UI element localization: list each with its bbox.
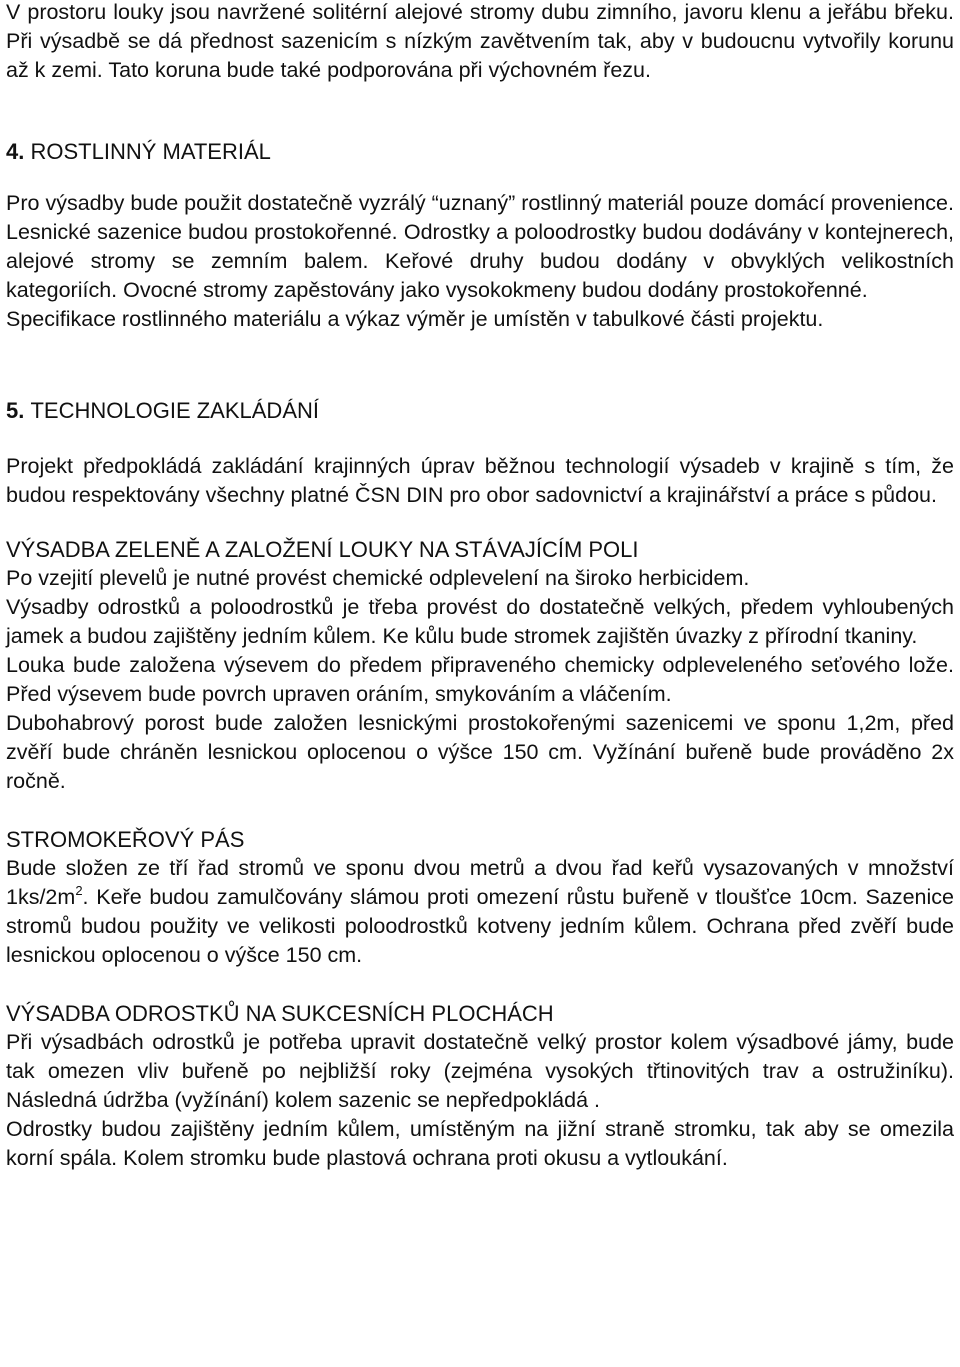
- stromokerovy-pas-paragraph: [6, 854, 954, 970]
- section-4-paragraph-a: Pro výsadby bude použit dostatečně vyzrálý “uznaný” rostlinný materiál pouze domácí provenience. Lesnické sazenice budou prostokořenné. Odrostky a poloodrostky budou dodávány v kontejnerech, alejové stromy se zemním balem. Keřové druhy budou dodány v obvyklých velikostních kategoriích. Ovocné stromy zapěstovány jako vysokokmeny budou dodány prostokořenné.: [6, 191, 954, 302]
- vysadba-zelene-paragraph-1: Po vzejití plevelů je nutné provést chemické odplevelení na široko herbicidem.: [6, 566, 750, 590]
- section-4-title: ROSTLINNÝ MATERIÁL: [30, 139, 271, 164]
- section-4-heading: [6, 137, 954, 166]
- section-5-title: TECHNOLOGIE ZAKLÁDÁNÍ: [30, 398, 319, 423]
- stromokerovy-pas-text-2: . Keře budou zamulčovány slámou proti omezení růstu buřeně v tloušťce 10cm. Sazenice stromů budou použity ve velikosti poloodrostků kotveny jedním kůlem. Ochrana před zvěří bude lesnickou oplocenou o výšce 150 cm.: [6, 885, 954, 967]
- intro-paragraph: V prostoru louky jsou navržené solitérní alejové stromy dubu zimního, javoru klenu a jeřábu břeku. Při výsadbě se dá přednost sazenicím s nízkým zavětvením tak, aby v budoucnu vytvořily korunu až k zemi. Tato koruna bude také podporována při výchovném řezu.: [6, 0, 954, 82]
- vysadba-zelene-paragraph-3: Louka bude založena výsevem do předem připraveného chemicky odpleveleného seťového lože. Před výsevem bude povrch upraven oráním, smykováním a vláčením.: [6, 653, 954, 706]
- section-5-number: 5.: [6, 398, 25, 423]
- vysadba-zelene-paragraph-4: Dubohabrový porost bude založen lesnickými prostokořenými sazenicemi ve sponu 1,2m, před zvěří bude chráněn lesnickou oplocenou o výšce 150 cm. Vyžínání buřeně bude prováděno 2x ročně.: [6, 711, 954, 793]
- vysadba-zelene-paragraph-2: Výsadby odrostků a poloodrostků je třeba provést do dostatečně velkých, předem vyhloubených jamek a budou zajištěny jedním kůlem. Ke kůlu bude stromek zajištěn úvazky z přírodní tkaniny.: [6, 595, 954, 648]
- section-4-paragraph-b: Specifikace rostlinného materiálu a výkaz výměr je umístěn v tabulkové části projektu.: [6, 307, 824, 331]
- superscript-exponent: 2: [75, 883, 83, 898]
- stromokerovy-pas-heading: STROMOKEŘOVÝ PÁS: [6, 827, 245, 852]
- section-5-paragraph: Projekt předpokládá zakládání krajinných úprav běžnou technologií výsadeb v krajině s tím, že budou respektovány všechny platné ČSN DIN pro obor sadovnictví a krajinářství a práce s půdou.: [6, 454, 954, 507]
- vysadba-odrostku-paragraph-1: Při výsadbách odrostků je potřeba upravit dostatečně velký prostor kolem výsadbové jámy, bude tak omezen vliv buřeně po nejbližší roky (zejména vysokých třtinovitých trav a ostružiníku). Následná údržba (vyžínání) kolem sazenic se nepředpokládá .: [6, 1030, 954, 1112]
- section-4-number: 4.: [6, 139, 25, 164]
- stromokerovy-pas-text-1: Bude složen ze tří řad stromů ve sponu dvou metrů a dvou řad keřů vysazovaných v množství 1ks/2m: [6, 856, 954, 909]
- section-5-heading: [6, 396, 954, 425]
- vysadba-zelene-heading: VÝSADBA ZELENĚ A ZALOŽENÍ LOUKY NA STÁVAJÍCÍM POLI: [6, 537, 639, 562]
- vysadba-odrostku-paragraph-2: Odrostky budou zajištěny jedním kůlem, umístěným na jižní straně stromku, tak aby se omezila korní spála. Kolem stromku bude plastová ochrana proti okusu a vytloukání.: [6, 1117, 954, 1170]
- vysadba-odrostku-heading: VÝSADBA ODROSTKŮ NA SUKCESNÍCH PLOCHÁCH: [6, 1001, 554, 1026]
